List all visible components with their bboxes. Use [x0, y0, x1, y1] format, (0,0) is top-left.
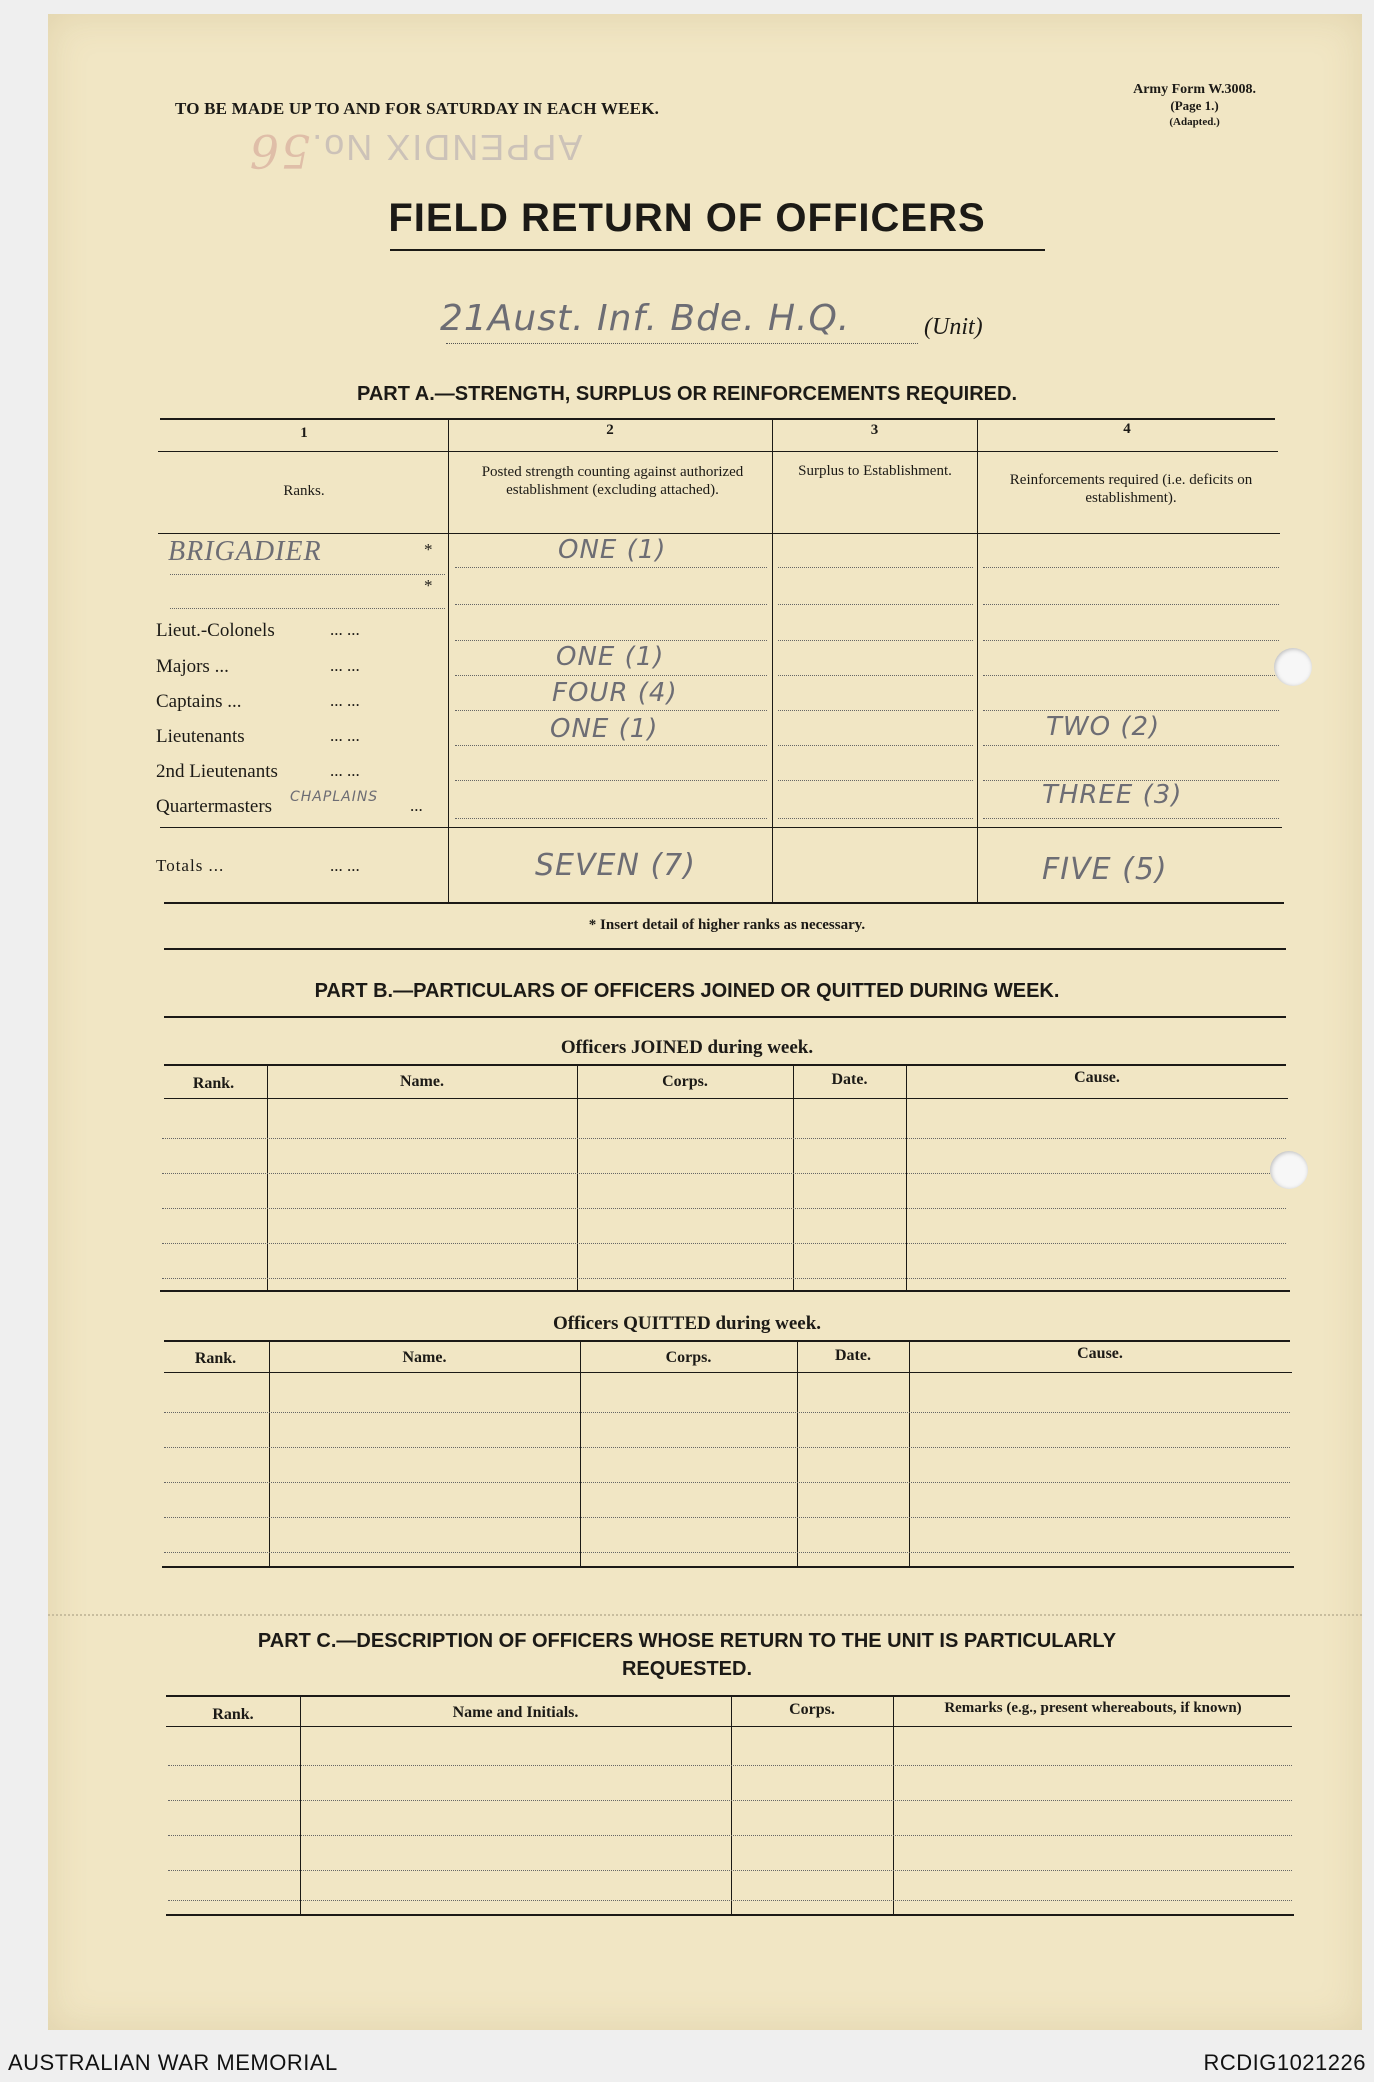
posted-captains: FOUR (4) [552, 678, 678, 708]
part-a-bottom-rule [164, 902, 1284, 904]
rank-leader: ... ... [330, 620, 360, 639]
joined-row-line [162, 1243, 1286, 1244]
rank-brigadier: BRIGADIER [168, 536, 322, 567]
rank-leader: ... ... [330, 761, 360, 780]
quitted-top-rule [164, 1340, 1290, 1342]
row-dots [983, 745, 1279, 746]
row-dots [778, 818, 973, 819]
joined-bottom-rule [160, 1290, 1290, 1292]
part-b-title-rule [164, 1016, 1286, 1018]
weekly-instruction: TO BE MADE UP TO AND FOR SATURDAY IN EACH WEEK. [175, 99, 660, 118]
part-c-col-rank: Rank. [212, 1706, 254, 1723]
row-dots [983, 710, 1279, 711]
row-dots [983, 675, 1279, 676]
col-number-3: 3 [870, 422, 879, 438]
rank-leader: ... ... [330, 691, 360, 710]
posted-brigadier: ONE (1) [558, 535, 667, 565]
title-underline [390, 249, 1045, 251]
unit-label: (Unit) [924, 314, 983, 340]
col-number-1: 1 [300, 425, 308, 441]
totals-label: Totals ... [156, 856, 225, 875]
rank-majors: Majors ... [156, 656, 229, 677]
row-dots [778, 745, 973, 746]
joined-col-divider [267, 1064, 268, 1290]
col-number-2: 2 [606, 422, 614, 438]
stamp-text: APPENDIX No. [310, 127, 583, 168]
row-dots [983, 818, 1279, 819]
part-c-title [0, 1627, 1374, 1683]
part-c-col-divider [893, 1695, 894, 1914]
header-ranks: Ranks. [283, 483, 325, 499]
row-dots [983, 567, 1279, 568]
rank-leader: ... ... [330, 656, 360, 675]
quitted-col-rank: Rank. [194, 1350, 237, 1367]
stamp-number: 56 [247, 124, 311, 178]
joined-row-line [162, 1208, 1286, 1209]
unit-line [446, 343, 918, 344]
header-reinforcements: Reinforcements required (i.e. deficits on establishment). [1009, 472, 1253, 506]
quitted-row-line [164, 1482, 1290, 1483]
rank-captains: Captains ... [156, 691, 242, 712]
joined-col-name: Name. [400, 1073, 444, 1090]
posted-total: SEVEN (7) [535, 848, 696, 883]
perforation-line [48, 1614, 1362, 1616]
punch-hole [1274, 648, 1312, 686]
quitted-row-line [164, 1517, 1290, 1518]
posted-majors: ONE (1) [556, 642, 665, 672]
archive-credit: AUSTRALIAN WAR MEMORIAL [8, 2050, 338, 2075]
header-posted-strength: Posted strength counting against authorized establishment (excluding attached). [481, 464, 744, 498]
joined-col-date: Date. [831, 1071, 868, 1088]
part-a-title: PART A.—STRENGTH, SURPLUS OR REINFORCEMENTS REQUIRED. [356, 383, 1018, 405]
quitted-col-divider [797, 1340, 798, 1566]
row-dots [455, 780, 767, 781]
part-a-header-rule-2 [158, 533, 1280, 534]
form-adapted: (Adapted.) [1169, 116, 1220, 128]
part-c-title-line-1: PART C.—DESCRIPTION OF OFFICERS WHOSE RETURN TO THE UNIT IS PARTICULARLY [257, 1630, 1117, 1652]
quitted-col-date: Date. [835, 1347, 871, 1364]
col-number-4: 4 [1123, 421, 1131, 437]
part-a-top-rule [160, 418, 1275, 420]
part-c-top-rule [166, 1695, 1290, 1697]
row-dots [778, 604, 973, 605]
row-dots [983, 604, 1279, 605]
rank-write-in-line [170, 608, 445, 609]
part-b-title: PART B.—PARTICULARS OF OFFICERS JOINED OR QUITTED DURING WEEK. [314, 980, 1060, 1002]
higher-rank-marker: * [424, 576, 433, 595]
part-c-row-line [168, 1765, 1292, 1766]
quitted-col-divider [909, 1340, 910, 1566]
part-b-top-rule [164, 948, 1286, 950]
part-c-title-line-2: REQUESTED. [621, 1658, 753, 1680]
row-dots [455, 604, 767, 605]
quitted-row-line [164, 1447, 1290, 1448]
archive-id: RCDIG1021226 [1203, 2050, 1366, 2075]
part-c-col-remarks: Remarks (e.g., present whereabouts, if known) [944, 1700, 1242, 1716]
rank-quartermasters: Quartermasters [156, 796, 273, 817]
part-a-header-rule-1 [158, 451, 1278, 452]
joined-header-rule [164, 1098, 1288, 1099]
row-dots [778, 567, 973, 568]
quitted-row-line [164, 1552, 1290, 1553]
rank-leader: ... ... [330, 856, 360, 875]
part-c-col-name: Name and Initials. [452, 1704, 579, 1721]
form-name: Army Form W.3008. [1133, 82, 1256, 97]
joined-row-line [162, 1173, 1286, 1174]
joined-table-title: Officers JOINED during week. [560, 1037, 814, 1058]
row-dots [778, 675, 973, 676]
part-a-col-divider-1 [448, 418, 449, 902]
row-dots [455, 818, 767, 819]
joined-row-line [162, 1278, 1286, 1279]
unit-value: 21Aust. Inf. Bde. H.Q. [440, 298, 851, 339]
quitted-header-rule [164, 1372, 1292, 1373]
joined-col-divider [577, 1064, 578, 1290]
part-a-col-divider-3 [977, 418, 978, 902]
joined-row-line [162, 1138, 1286, 1139]
header-surplus: Surplus to Establishment. [798, 463, 952, 479]
quitted-col-cause: Cause. [1077, 1345, 1123, 1362]
form-page: (Page 1.) [1170, 98, 1219, 113]
row-dots [778, 640, 973, 641]
rank-2nd-lieutenants: 2nd Lieutenants [156, 761, 278, 782]
row-dots [983, 640, 1279, 641]
quitted-table-title: Officers QUITTED during week. [552, 1313, 822, 1334]
higher-rank-marker: * [424, 540, 433, 559]
quitted-row-line [164, 1412, 1290, 1413]
rank-lieutenants: Lieutenants [156, 726, 245, 747]
row-dots [455, 567, 767, 568]
row-dots [455, 675, 767, 676]
chaplains-annotation: CHAPLAINS [290, 789, 379, 805]
rank-lieut-colonels: Lieut.-Colonels [156, 620, 275, 641]
part-a-totals-rule [160, 827, 1282, 828]
rank-leader: ... ... [330, 726, 360, 745]
joined-col-divider [906, 1064, 907, 1290]
joined-col-divider [793, 1064, 794, 1290]
row-dots [455, 640, 767, 641]
part-c-row-line [168, 1835, 1292, 1836]
quitted-col-divider [269, 1340, 270, 1566]
quitted-col-corps: Corps. [665, 1349, 712, 1366]
quitted-col-divider [580, 1340, 581, 1566]
part-c-header-rule [166, 1726, 1292, 1727]
part-c-row-line [168, 1900, 1292, 1901]
joined-col-rank: Rank. [192, 1075, 235, 1092]
quitted-bottom-rule [162, 1566, 1294, 1568]
row-dots [778, 710, 973, 711]
posted-lieutenants: ONE (1) [550, 714, 659, 744]
appendix-stamp [215, 118, 615, 178]
higher-ranks-note: * Insert detail of higher ranks as necessary. [588, 917, 866, 933]
part-a-col-divider-2 [772, 418, 773, 902]
joined-top-rule [164, 1064, 1286, 1066]
row-dots [778, 780, 973, 781]
form-title: FIELD RETURN OF OFFICERS [388, 196, 986, 240]
reinforcements-total: FIVE (5) [1042, 852, 1168, 887]
part-c-row-line [168, 1870, 1292, 1871]
part-c-col-divider [300, 1695, 301, 1914]
punch-hole [1270, 1151, 1308, 1189]
part-c-col-corps: Corps. [789, 1701, 835, 1718]
reinforcements-chaplains: THREE (3) [1042, 780, 1183, 810]
form-identifier [1133, 82, 1256, 130]
part-c-row-line [168, 1800, 1292, 1801]
joined-col-cause: Cause. [1074, 1069, 1120, 1086]
joined-col-corps: Corps. [662, 1073, 708, 1090]
row-dots [455, 745, 767, 746]
row-dots [455, 710, 767, 711]
quitted-col-name: Name. [402, 1349, 447, 1366]
reinforcements-lieutenants: TWO (2) [1046, 712, 1161, 742]
rank-write-in-line [170, 574, 445, 575]
rank-leader: ... [410, 796, 423, 815]
part-c-col-divider [731, 1695, 732, 1914]
part-c-bottom-rule [166, 1914, 1294, 1916]
